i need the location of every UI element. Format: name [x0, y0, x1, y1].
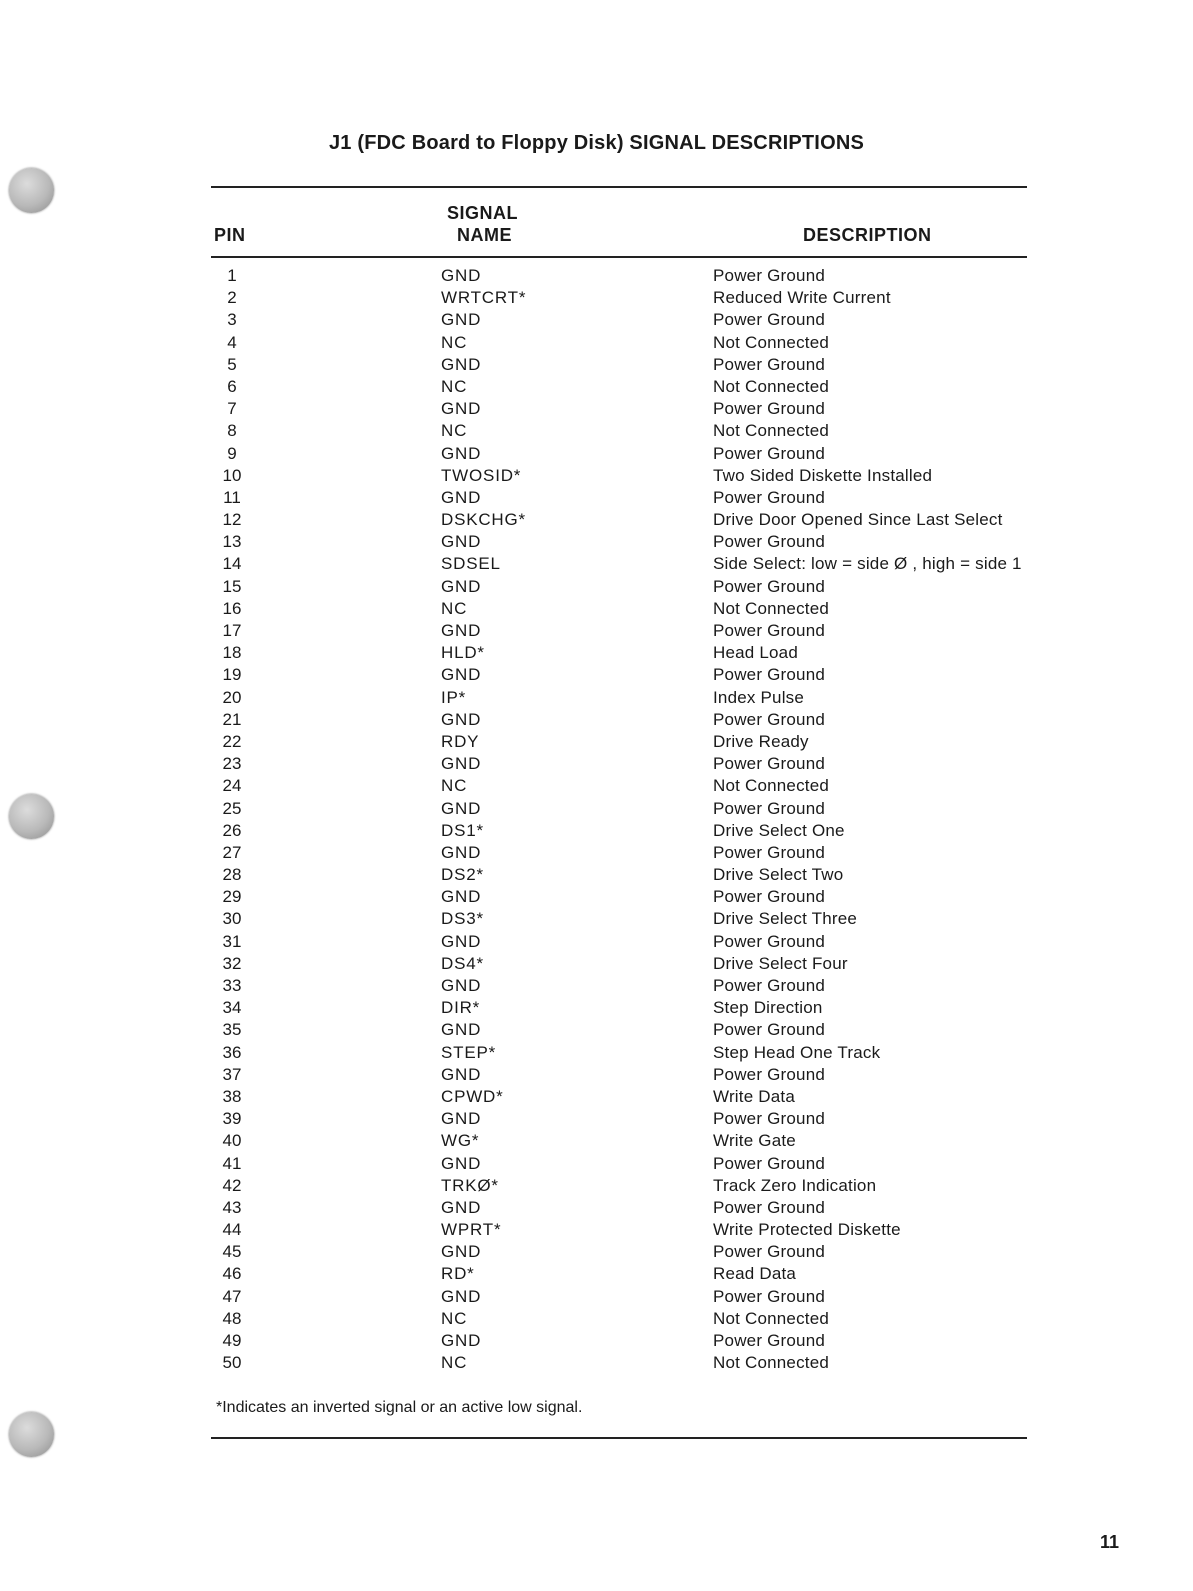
pin-number: 9 — [227, 443, 237, 463]
signal-name: GND — [441, 1153, 482, 1173]
signal-description: Power Ground — [713, 842, 826, 862]
signal-name: WPRT* — [441, 1220, 502, 1240]
signal-description: Not Connected — [713, 376, 830, 396]
signal-name: WG* — [441, 1131, 480, 1151]
pin-number: 22 — [222, 731, 242, 751]
page-title: J1 (FDC Board to Floppy Disk) SIGNAL DESCRIPTIONS — [328, 132, 865, 154]
signal-name: GND — [441, 443, 482, 463]
signal-name: GND — [441, 399, 482, 419]
table-row — [0, 709, 1193, 731]
signal-name: GND — [441, 1331, 482, 1350]
signal-name: HLD* — [441, 643, 485, 663]
signal-name: DS2* — [441, 865, 484, 885]
signal-name: GND — [441, 1064, 482, 1084]
pin-number: 30 — [222, 909, 242, 929]
signal-description: Power Ground — [713, 443, 826, 463]
pin-number: 26 — [222, 820, 242, 840]
pin-number: 3 — [227, 310, 237, 330]
signal-description: Drive Select Two — [713, 865, 844, 885]
table-row — [0, 553, 1193, 575]
table-row — [0, 687, 1193, 709]
signal-description: Not Connected — [713, 1353, 830, 1373]
signal-description: Power Ground — [713, 976, 826, 995]
pin-number: 19 — [222, 665, 242, 685]
table-row — [0, 465, 1193, 487]
table-row — [0, 1042, 1193, 1064]
signal-name: GND — [441, 709, 482, 729]
table-row — [0, 487, 1193, 509]
signal-name: SDSEL — [441, 554, 501, 574]
signal-name: STEP* — [441, 1042, 497, 1062]
pin-number: 37 — [222, 1064, 242, 1084]
table-row — [0, 1064, 1193, 1086]
signal-name: GND — [441, 798, 482, 818]
signal-description: Track Zero Indication — [713, 1175, 877, 1195]
pin-number: 36 — [222, 1042, 242, 1062]
pin-number: 33 — [222, 976, 242, 995]
pin-number: 32 — [222, 953, 242, 973]
table-row — [0, 1352, 1193, 1374]
table-row — [0, 309, 1193, 331]
signal-name: RD* — [441, 1264, 475, 1284]
signal-description: Two Sided Diskette Installed — [713, 465, 933, 485]
signal-name: GND — [441, 976, 482, 995]
signal-description: Drive Select One — [713, 820, 845, 840]
signal-description: Drive Select Four — [713, 953, 848, 973]
column-header-description: DESCRIPTION — [803, 225, 932, 245]
signal-description: Power Ground — [713, 931, 826, 951]
signal-description: Not Connected — [713, 332, 830, 352]
signal-description: Power Ground — [713, 1242, 826, 1262]
table-row — [0, 953, 1193, 975]
table-row — [0, 576, 1193, 598]
signal-description: Not Connected — [713, 421, 830, 441]
signal-name: GND — [441, 754, 482, 774]
pin-number: 2 — [227, 288, 237, 308]
pin-number: 40 — [222, 1131, 242, 1151]
signal-description: Step Direction — [713, 998, 823, 1018]
signal-description: Write Protected Diskette — [713, 1220, 901, 1240]
signal-name: GND — [441, 931, 482, 951]
pin-number: 17 — [222, 621, 242, 640]
pin-number: 1 — [227, 266, 237, 285]
signal-description: Power Ground — [713, 1064, 826, 1084]
signal-description: Power Ground — [713, 1286, 826, 1306]
table-row — [0, 509, 1193, 531]
table-row — [0, 1108, 1193, 1130]
pin-number: 12 — [222, 510, 242, 530]
table-row — [0, 287, 1193, 309]
table-row — [0, 443, 1193, 465]
signal-description: Power Ground — [713, 310, 826, 330]
pin-number: 31 — [222, 931, 242, 951]
table-row — [0, 265, 1193, 287]
table-row — [0, 1286, 1193, 1308]
signal-name: GND — [441, 532, 482, 552]
signal-name: DS3* — [441, 909, 484, 929]
signal-name: DSKCHG* — [441, 510, 526, 530]
signal-name: GND — [441, 621, 482, 640]
table-row — [0, 798, 1193, 820]
signal-name: TRKØ* — [441, 1175, 499, 1195]
pin-number: 48 — [222, 1308, 242, 1328]
signal-description: Power Ground — [713, 1109, 826, 1129]
signal-table-body — [0, 265, 1193, 1374]
signal-name: WRTCRT* — [441, 288, 527, 308]
signal-description: Power Ground — [713, 754, 826, 774]
signal-description: Power Ground — [713, 665, 826, 685]
signal-name: TWOSID* — [441, 465, 522, 485]
table-row — [0, 753, 1193, 775]
pin-number: 28 — [222, 865, 242, 885]
signal-name: NC — [441, 776, 468, 796]
pin-number: 25 — [222, 798, 242, 818]
signal-description: Read Data — [713, 1264, 797, 1284]
table-row — [0, 1241, 1193, 1263]
signal-name: NC — [441, 421, 468, 441]
table-row — [0, 975, 1193, 997]
signal-name: GND — [441, 266, 482, 285]
signal-description: Drive Ready — [713, 731, 809, 751]
signal-description: Power Ground — [713, 487, 826, 507]
signal-name: GND — [441, 310, 482, 330]
signal-description: Power Ground — [713, 532, 826, 552]
signal-name: NC — [441, 376, 468, 396]
signal-description: Power Ground — [713, 1197, 826, 1217]
signal-description: Power Ground — [713, 266, 826, 285]
table-row — [0, 354, 1193, 376]
pin-number: 4 — [227, 332, 237, 352]
signal-description: Power Ground — [713, 399, 826, 419]
pin-number: 10 — [222, 465, 242, 485]
table-row — [0, 642, 1193, 664]
table-row — [0, 1130, 1193, 1152]
signal-name: GND — [441, 487, 482, 507]
punch-hole-top — [9, 168, 54, 213]
pin-number: 15 — [222, 576, 242, 596]
signal-name: GND — [441, 887, 482, 907]
signal-name: DS1* — [441, 820, 484, 840]
pin-number: 29 — [222, 887, 242, 907]
pin-number: 11 — [223, 487, 241, 507]
pin-number: 35 — [222, 1020, 242, 1040]
signal-name: IP* — [441, 687, 467, 707]
pin-number: 39 — [222, 1109, 242, 1129]
pin-number: 45 — [222, 1242, 242, 1262]
pin-number: 24 — [222, 776, 242, 796]
signal-description: Power Ground — [713, 1153, 826, 1173]
signal-name: GND — [441, 665, 482, 685]
pin-number: 13 — [222, 532, 242, 552]
pin-number: 7 — [227, 399, 237, 419]
pin-number: 49 — [222, 1331, 242, 1350]
signal-name: NC — [441, 598, 468, 618]
signal-name: GND — [441, 1197, 482, 1217]
signal-description: Not Connected — [713, 598, 830, 618]
table-row — [0, 842, 1193, 864]
table-row — [0, 731, 1193, 753]
signal-description: Power Ground — [713, 798, 826, 818]
table-header-rule — [211, 256, 1027, 258]
table-row — [0, 775, 1193, 797]
signal-name: GND — [441, 1109, 482, 1129]
signal-description: Power Ground — [713, 576, 826, 596]
pin-number: 46 — [222, 1264, 242, 1284]
signal-description: Step Head One Track — [713, 1042, 881, 1062]
pin-number: 50 — [222, 1353, 242, 1373]
pin-number: 44 — [222, 1220, 242, 1240]
table-row — [0, 1219, 1193, 1241]
table-row — [0, 1175, 1193, 1197]
signal-description: Power Ground — [713, 1020, 826, 1040]
signal-description: Not Connected — [713, 1308, 830, 1328]
pin-number: 20 — [222, 687, 242, 707]
table-row — [0, 908, 1193, 930]
footnote: *Indicates an inverted signal or an active low signal. — [216, 1399, 583, 1416]
signal-name: DS4* — [441, 953, 484, 973]
signal-name: GND — [441, 1286, 482, 1306]
signal-description: Side Select: low = side Ø , high = side 1 — [713, 554, 1022, 574]
table-row — [0, 1330, 1193, 1352]
signal-description: Head Load — [713, 643, 798, 663]
signal-name: GND — [441, 1242, 482, 1262]
table-row — [0, 886, 1193, 908]
pin-number: 18 — [222, 643, 242, 663]
signal-description: Power Ground — [713, 354, 826, 374]
table-row — [0, 531, 1193, 553]
pin-number: 8 — [227, 421, 237, 441]
table-row — [0, 820, 1193, 842]
signal-description: Drive Select Three — [713, 909, 858, 929]
signal-name: RDY — [441, 731, 480, 751]
table-row — [0, 620, 1193, 642]
pin-number: 38 — [222, 1086, 242, 1106]
signal-name: GND — [441, 842, 482, 862]
signal-description: Power Ground — [713, 621, 826, 640]
table-row — [0, 997, 1193, 1019]
table-row — [0, 664, 1193, 686]
pin-number: 5 — [227, 354, 237, 374]
table-row — [0, 332, 1193, 354]
signal-name: NC — [441, 332, 468, 352]
signal-name: DIR* — [441, 998, 481, 1018]
table-row — [0, 376, 1193, 398]
table-row — [0, 1086, 1193, 1108]
table-row — [0, 420, 1193, 442]
signal-description: Write Gate — [713, 1131, 796, 1151]
signal-name: CPWD* — [441, 1086, 504, 1106]
pin-number: 23 — [222, 754, 242, 774]
signal-description: Power Ground — [713, 887, 826, 907]
table-row — [0, 1153, 1193, 1175]
signal-description: Write Data — [713, 1086, 795, 1106]
signal-description: Reduced Write Current — [713, 288, 891, 308]
pin-number: 21 — [222, 709, 242, 729]
table-row — [0, 1263, 1193, 1285]
table-top-rule — [211, 186, 1027, 188]
table-row — [0, 1308, 1193, 1330]
table-row — [0, 1197, 1193, 1219]
page-number: 11 — [1100, 1532, 1120, 1552]
pin-number: 14 — [222, 554, 242, 574]
table-row — [0, 931, 1193, 953]
pin-number: 47 — [222, 1286, 242, 1306]
pin-number: 6 — [227, 376, 237, 396]
table-row — [0, 398, 1193, 420]
pin-number: 27 — [222, 842, 242, 862]
table-row — [0, 864, 1193, 886]
signal-name: NC — [441, 1308, 468, 1328]
signal-description: Index Pulse — [713, 687, 805, 707]
pin-number: 16 — [222, 598, 242, 618]
signal-name: GND — [441, 1020, 482, 1040]
column-header-signal-line2: NAME — [457, 225, 512, 245]
column-header-pin: PIN — [214, 225, 246, 245]
table-row — [0, 598, 1193, 620]
signal-description: Power Ground — [713, 1331, 826, 1350]
pin-number: 42 — [222, 1175, 242, 1195]
column-header-signal-line1: SIGNAL — [447, 203, 519, 223]
table-bottom-rule — [211, 1437, 1027, 1439]
signal-name: NC — [441, 1353, 468, 1373]
signal-description: Not Connected — [713, 776, 830, 796]
pin-number: 34 — [222, 998, 242, 1018]
pin-number: 43 — [222, 1197, 242, 1217]
punch-hole-bottom — [9, 1412, 54, 1457]
signal-name: GND — [441, 576, 482, 596]
table-row — [0, 1019, 1193, 1041]
signal-description: Power Ground — [713, 709, 826, 729]
signal-name: GND — [441, 354, 482, 374]
signal-description: Drive Door Opened Since Last Select — [713, 510, 1003, 530]
pin-number: 41 — [222, 1153, 242, 1173]
